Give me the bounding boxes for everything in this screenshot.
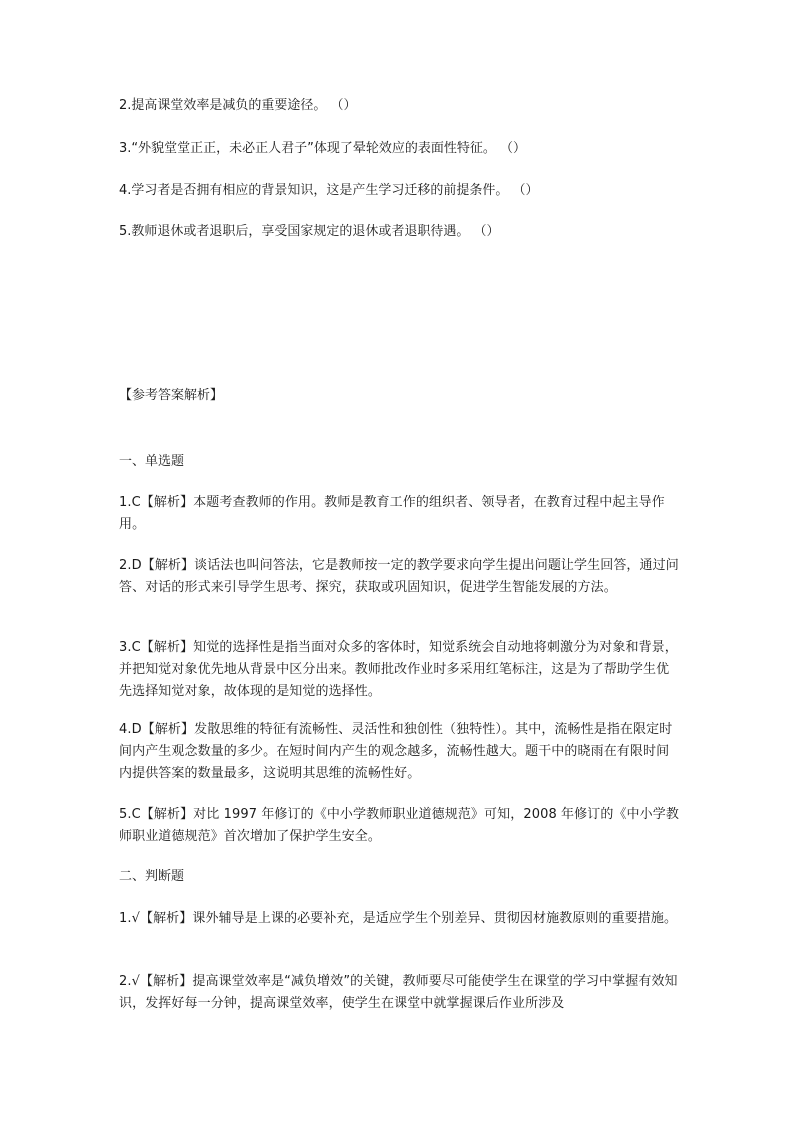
question-5: 5.教师退休或者退职后，享受国家规定的退休或者退职待遇。 （）: [119, 224, 500, 239]
answer-item-1: 1.C【解析】本题考查教师的作用。教师是教育工作的组织者、领导者，在教育过程中起主导作用。: [119, 495, 665, 532]
question-4: 4.学习者是否拥有相应的背景知识，这是产生学习迁移的前提条件。 （）: [119, 183, 539, 198]
judgement-item-1: 1.√【解析】课外辅导是上课的必要补充，是适应学生个别差异、贯彻因材施教原则的重要措施。: [119, 911, 678, 926]
section-heading-true-false: 二、判断题: [119, 869, 185, 884]
question-2: 2.提高课堂效率是减负的重要途径。 （）: [119, 98, 357, 113]
answer-item-3: 3.C【解析】知觉的选择性是指当面对众多的客体时，知觉系统会自动地将刺激分为对象和背景，并把知觉对象优先地从背景中区分出来。教师批改作业时多采用红笔标注，这是为了帮助学生优先选择知觉对象，故体现的是知觉的选择性。: [119, 640, 678, 699]
question-3: 3.“外貌堂堂正正，未必正人君子”体现了晕轮效应的表面性特征。 （）: [119, 141, 527, 156]
answer-item-2: 2.D【解析】谈话法也叫问答法，它是教师按一定的教学要求向学生提出问题让学生回答，通过问答、对话的形式来引导学生思考、探究，获取或巩固知识，促进学生智能发展的方法。: [119, 558, 679, 595]
section-heading-single-choice: 一、单选题: [119, 454, 185, 469]
answers-title: 【参考答案解析】: [119, 388, 224, 403]
judgement-item-2: 2.√【解析】提高课堂效率是“减负增效”的关键，教师要尽可能使学生在课堂的学习中掌握有效知识，发挥好每一分钟，提高课堂效率，使学生在课堂中就掌握课后作业所涉及: [119, 974, 678, 1011]
answer-item-4: 4.D【解析】发散思维的特征有流畅性、灵活性和独创性（独特性）。其中，流畅性是指在限定时间内产生观念数量的多少。在短时间内产生的观念越多，流畅性越大。题干中的晓雨在有限时间内提供答案的数量最多，这说明其思维的流畅性好。: [119, 722, 673, 781]
answer-item-5: 5.C【解析】对比 1997 年修订的《中小学教师职业道德规范》可知，2008 年修订的《中小学教师职业道德规范》首次增加了保护学生安全。: [119, 807, 679, 844]
